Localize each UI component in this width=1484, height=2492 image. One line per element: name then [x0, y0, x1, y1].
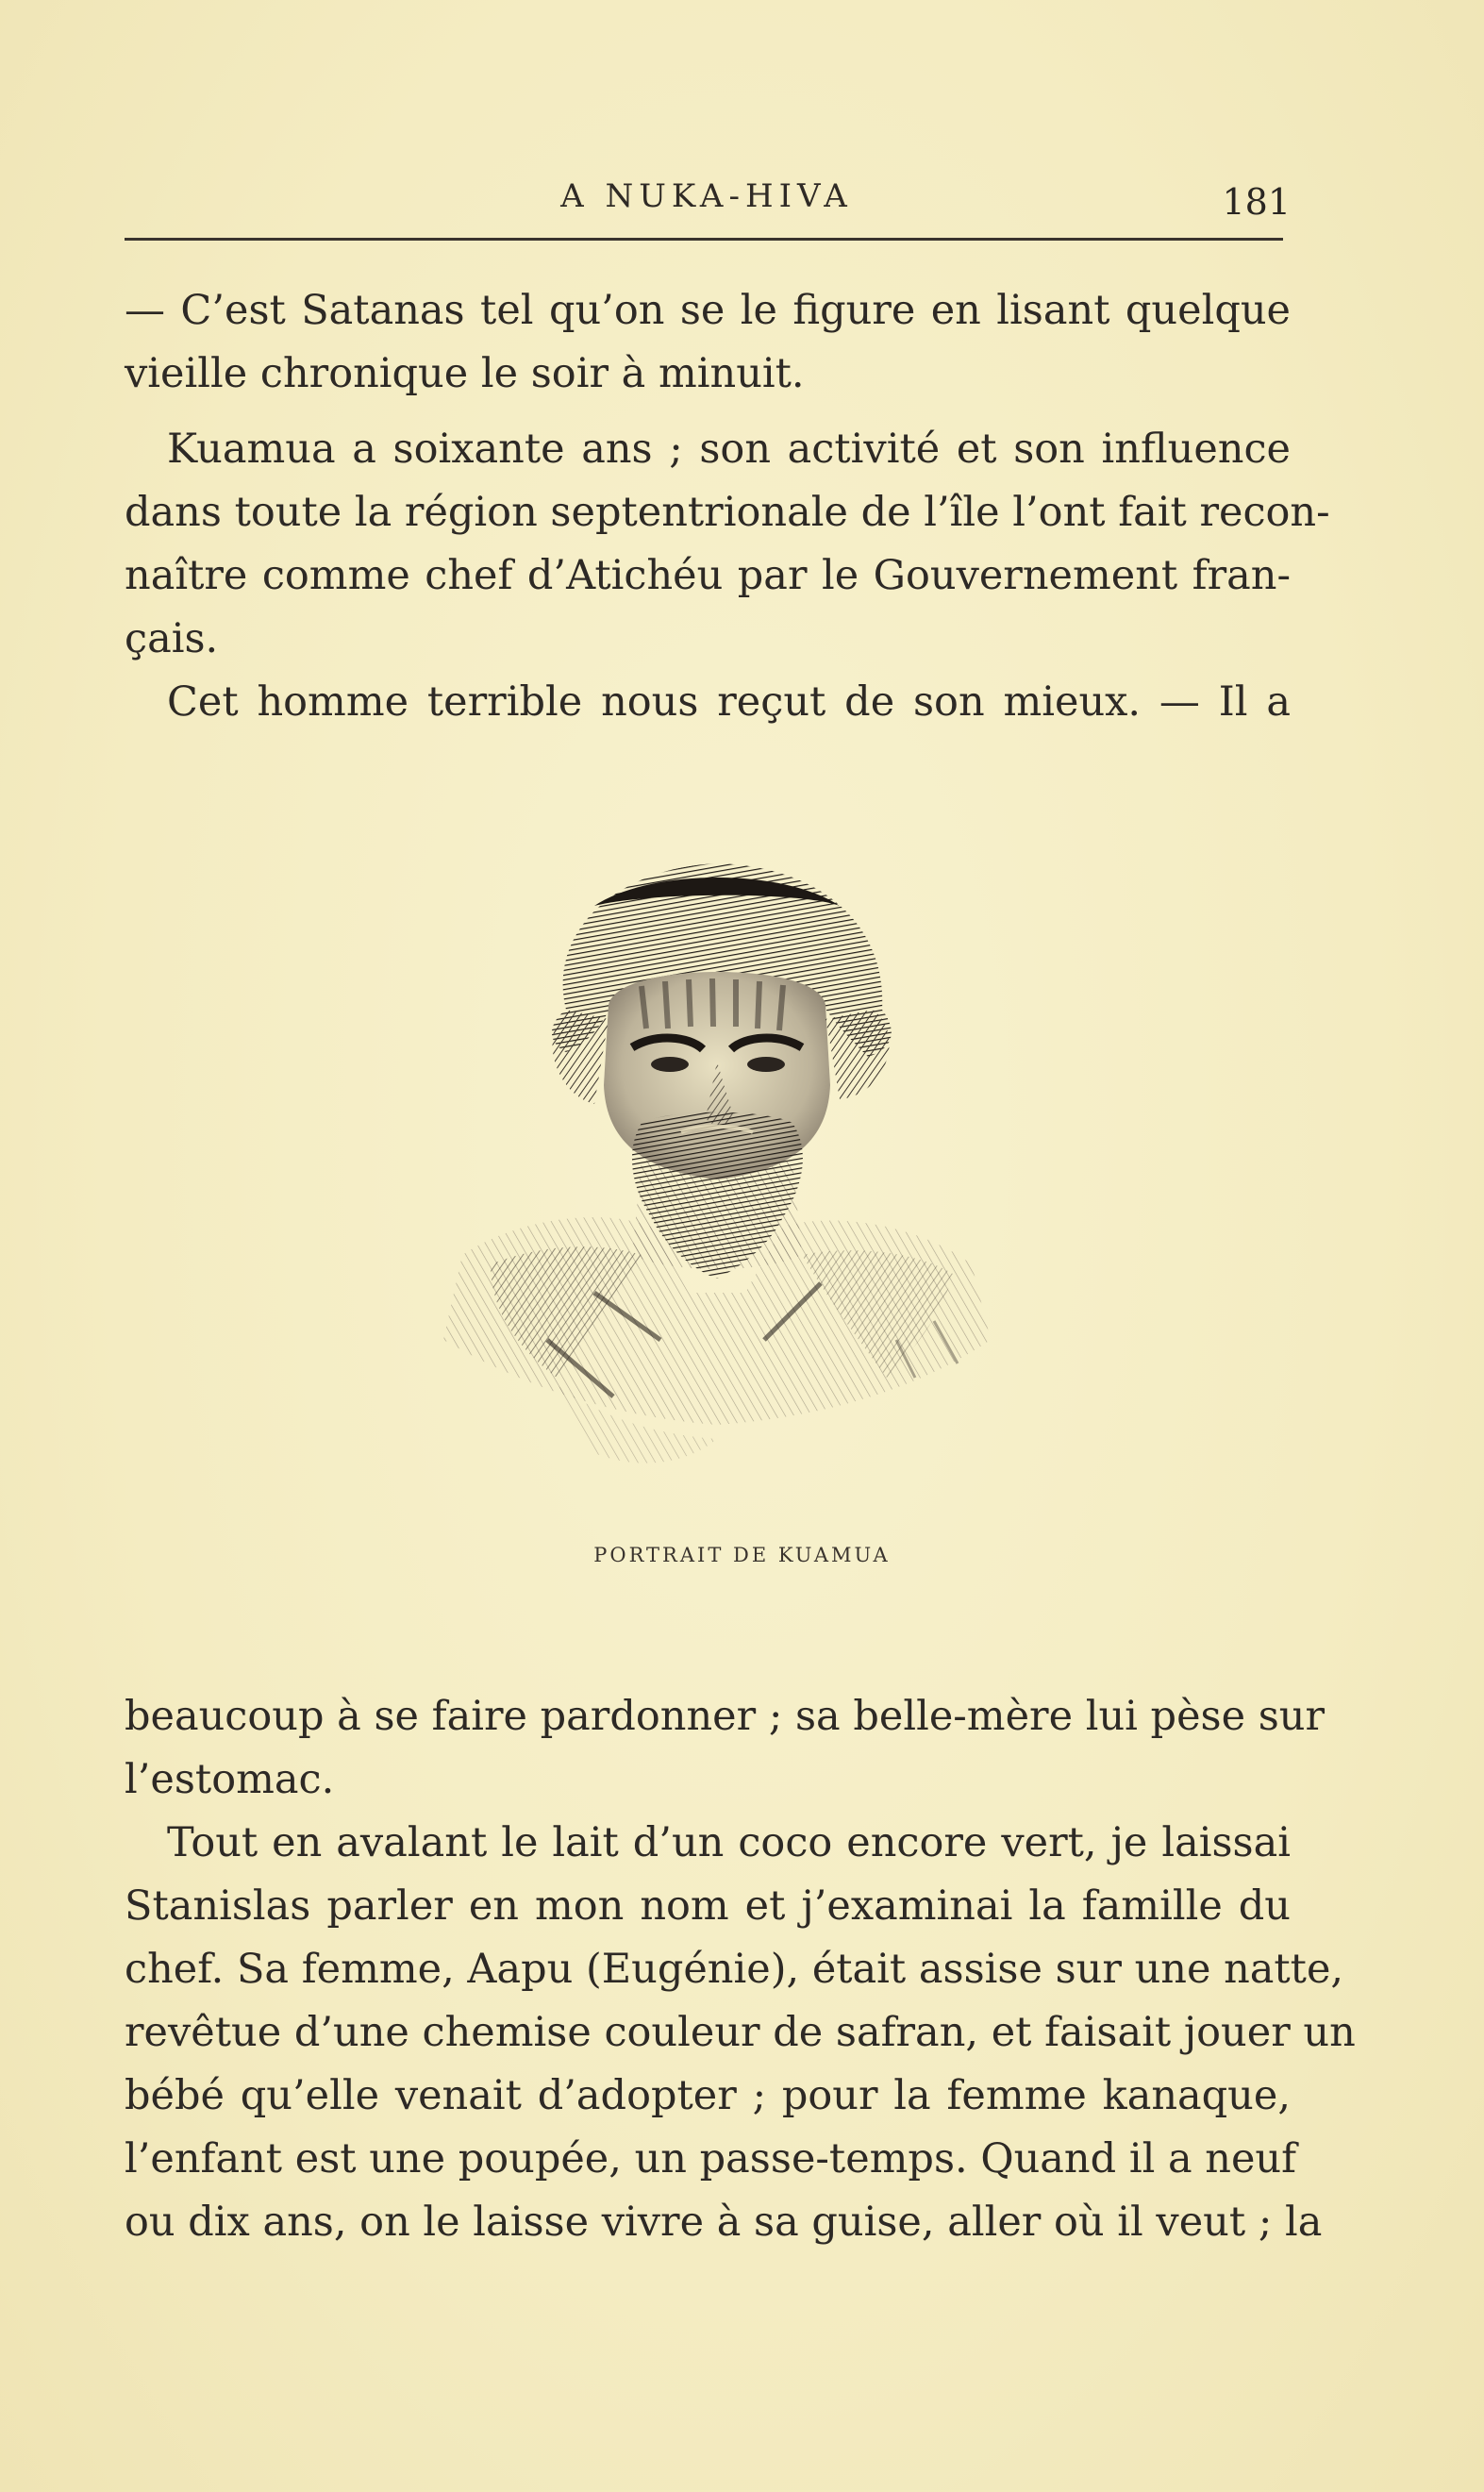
text-line: revêtue d’une chemise couleur de safran, et faisait jouer un	[125, 2009, 1356, 2056]
running-title: A NUKA-HIVA	[560, 177, 853, 215]
text-line: — C’est Satanas tel qu’on se le figure en lisant quelque	[125, 287, 1291, 334]
text-line: l’estomac.	[125, 1756, 335, 1803]
text-line: bébé qu’elle venait d’adopter ; pour la femme kanaque,	[125, 2072, 1291, 2119]
text-line: dans toute la région septentrionale de l’île l’ont fait recon-	[125, 489, 1330, 536]
running-head	[123, 168, 1291, 225]
portrait-illustration	[406, 849, 1028, 1491]
text-line: Tout en avalant le lait d’un coco encore vert, je laissai	[167, 1819, 1291, 1866]
page-number: 181	[1222, 181, 1291, 223]
paragraph-kuamua	[125, 418, 1330, 671]
text-line: ou dix ans, on le laisse vivre à sa guise, aller où il veut ; la	[125, 2199, 1323, 2246]
text-line: naître comme chef d’Atichéu par le Gouvernement fran-	[125, 552, 1291, 599]
paragraph-coco	[125, 1812, 1356, 2254]
text-line: Stanislas parler en mon nom et j’examinai la famille du	[125, 1882, 1291, 1930]
header-rule	[125, 238, 1283, 241]
paragraph-pardonner	[125, 1685, 1326, 1812]
text-line: vieille chronique le soir à minuit.	[125, 350, 805, 397]
paragraph-satanas	[125, 279, 1291, 406]
text-line: çais.	[125, 615, 219, 662]
text-line: Kuamua a soixante ans ; son activité et son influence	[167, 426, 1291, 473]
text-line: beaucoup à se faire pardonner ; sa belle-mère lui pèse sur	[125, 1693, 1326, 1740]
figure-caption: PORTRAIT DE KUAMUA	[593, 1544, 891, 1566]
paragraph-homme-terrible	[125, 671, 1291, 734]
text-line: chef. Sa femme, Aapu (Eugénie), était assise sur une natte,	[125, 1946, 1344, 1993]
portrait-engraving	[406, 849, 1028, 1491]
text-line: Cet homme terrible nous reçut de son mieux. — Il a	[167, 678, 1291, 726]
text-line: l’enfant est une poupée, un passe-temps. Quand il a neuf	[125, 2135, 1297, 2183]
